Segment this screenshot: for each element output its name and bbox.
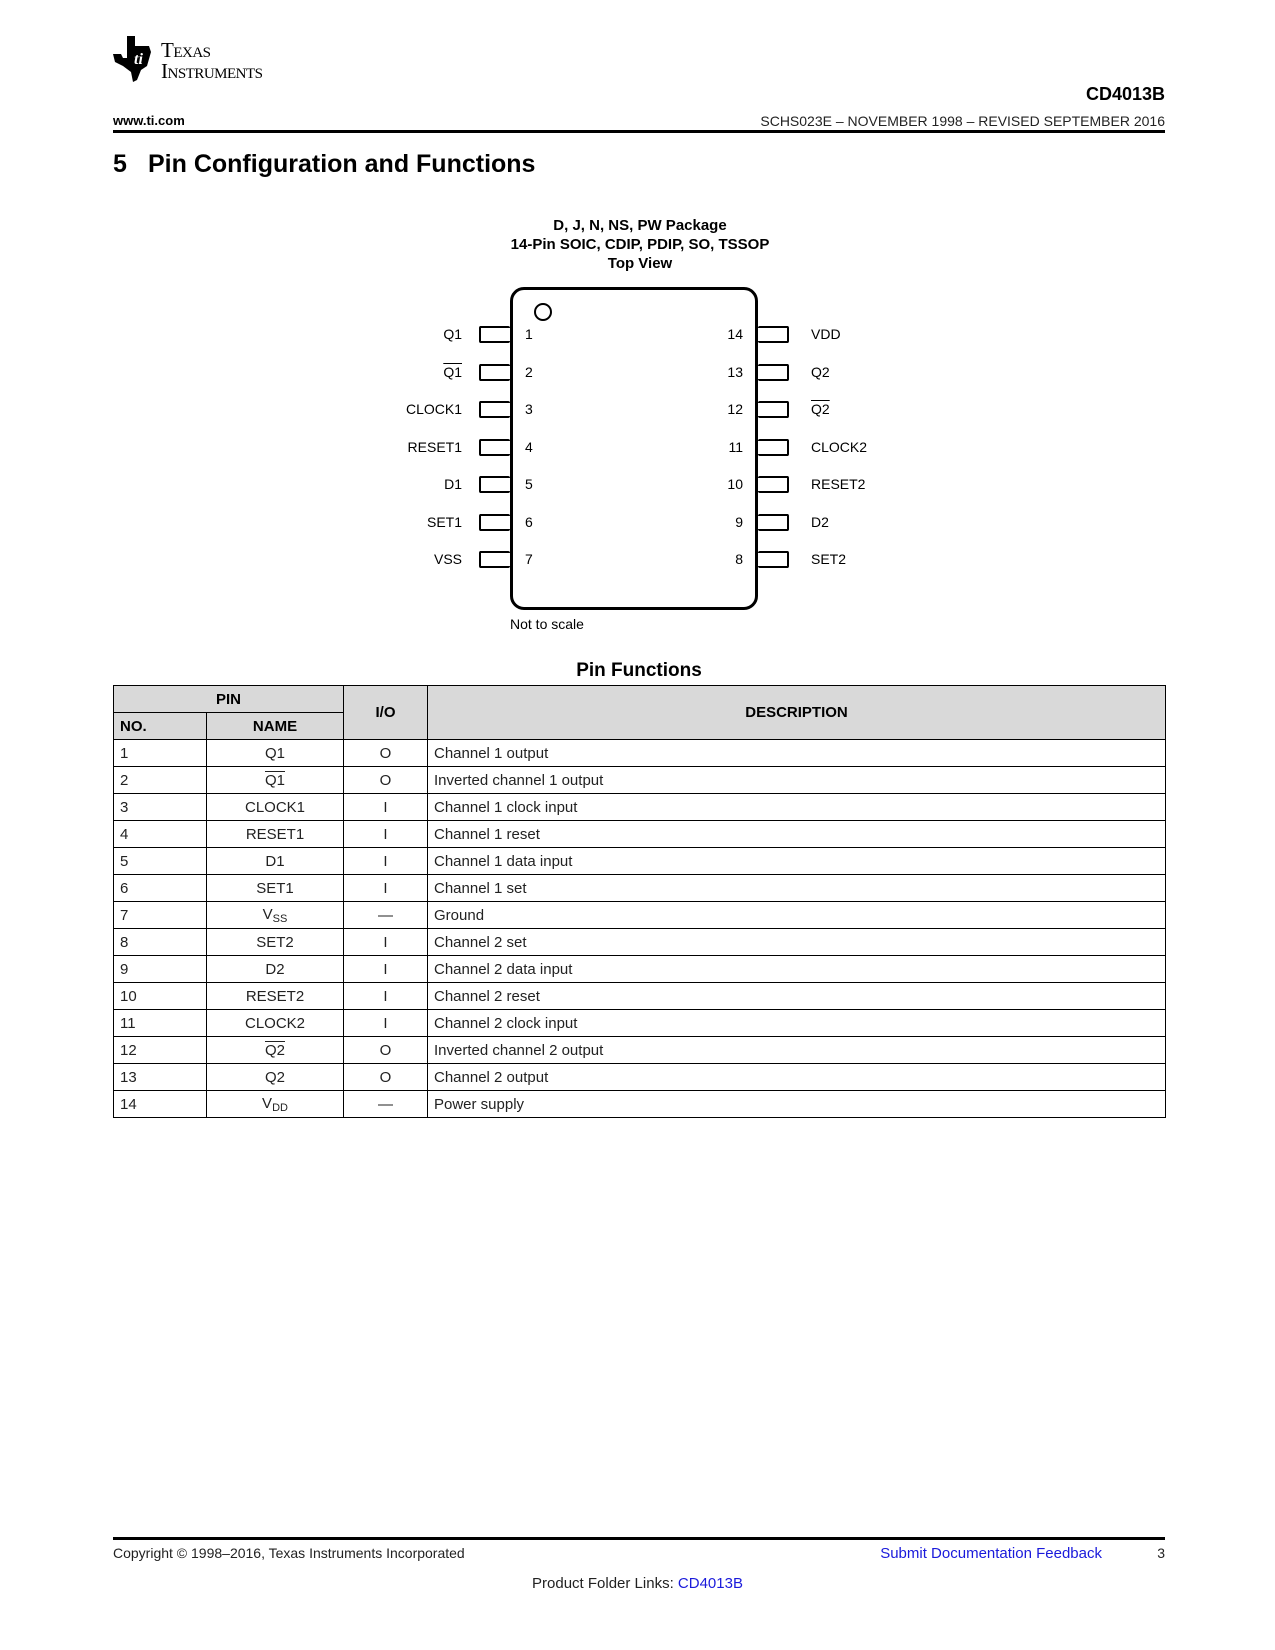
table-row [114,875,1166,902]
pin-no-cell: 2 [114,767,207,794]
io-cell: O [344,1037,428,1064]
pin-number: 3 [525,401,533,417]
description-cell: Channel 2 set [428,929,1166,956]
pin-label: CLOCK2 [811,438,868,455]
website-link[interactable]: www.ti.com [113,113,185,128]
table-row [114,794,1166,821]
description-cell: Ground [428,902,1166,929]
table-title: Pin Functions [576,660,702,681]
description-cell: Inverted channel 1 output [428,767,1166,794]
pin-label: Q2 [811,401,830,417]
pin-name: Q1 [264,744,285,762]
pin-name: D1 [265,852,285,870]
pin-name-cell [207,740,344,767]
pin-lead [479,476,510,493]
table-row [114,821,1166,848]
pin-name-cell [207,767,344,794]
io-cell: I [344,875,428,902]
pin-lead [479,401,510,418]
pin-no-cell: 7 [114,902,207,929]
io-cell: — [344,1091,428,1118]
pin-number: 6 [525,513,533,530]
io-cell: I [344,821,428,848]
pin-number: 1 [525,326,533,342]
pin-label: D2 [811,513,829,530]
pin-no-cell: 3 [114,794,207,821]
pin-number: 11 [728,438,743,455]
pin-lead [758,326,789,343]
table-row [114,1091,1166,1118]
pin-no-cell: 8 [114,929,207,956]
pin-no-cell: 14 [114,1091,207,1118]
chip-body [510,287,758,610]
pin-name: SET1 [256,879,294,897]
pin-label: Q1 [443,363,462,380]
ti-logo [113,36,313,86]
pin-name-cell [207,1064,344,1091]
pin-name-cell [207,1091,344,1118]
pin-name-cell [207,821,344,848]
pin-no-cell: 11 [114,1010,207,1037]
pin-lead [479,551,510,568]
description-cell: Channel 2 reset [428,983,1166,1010]
pin-label: CLOCK1 [405,401,462,417]
pin-label: VDD [811,326,841,342]
pin-name-cell [207,983,344,1010]
copyright: Copyright © 1998–2016, Texas Instruments Incorporated [113,1545,465,1561]
pin-name: CLOCK1 [244,798,306,816]
product-folder-link[interactable]: CD4013B [677,1575,743,1592]
description-cell: Channel 1 reset [428,821,1166,848]
pin-number: 4 [525,438,533,455]
pin-name: V [262,1094,273,1112]
table-row [114,767,1166,794]
pin-name: Q2 [264,1068,285,1086]
table-row [114,1010,1166,1037]
pin-lead [479,326,510,343]
page-number: 3 [1157,1545,1165,1561]
header-name: NAME [207,713,344,740]
product-folder-links [0,1575,1275,1592]
io-cell: — [344,902,428,929]
part-number: CD4013B [1085,84,1165,104]
pin-number: 7 [525,551,533,567]
pin-name-cell [207,902,344,929]
table-row [114,902,1166,929]
pin-label: SET1 [426,513,462,530]
io-cell: I [344,983,428,1010]
not-to-scale-note: Not to scale [510,616,584,632]
pin-no-cell: 9 [114,956,207,983]
logo-wordmark [161,40,263,82]
header-description: DESCRIPTION [428,686,1166,740]
pin-no-cell: 13 [114,1064,207,1091]
pin-number: 2 [525,363,533,380]
table-row [114,956,1166,983]
io-cell: O [344,767,428,794]
pin-name: SET2 [256,933,294,951]
io-cell: I [344,929,428,956]
product-folder-label: Product Folder Links: [532,1575,678,1592]
footer-rule [113,1537,1165,1540]
io-cell: I [344,794,428,821]
io-cell: O [344,1064,428,1091]
pin-lead [479,514,510,531]
pin-lead [479,364,510,381]
pin-label: Q2 [811,363,830,380]
description-cell: Channel 1 data input [428,848,1166,875]
pin-label: RESET1 [407,438,462,455]
table-row [114,983,1166,1010]
io-cell: I [344,848,428,875]
pin-name-cell [207,1010,344,1037]
pin-label: SET2 [811,551,847,567]
pin-lead [758,364,789,381]
pin-name: RESET1 [245,825,305,843]
revision-info: SCHS023E – NOVEMBER 1998 – REVISED SEPTEMBER 2016 [760,113,1165,129]
pin-lead [758,514,789,531]
pin-lead [758,551,789,568]
header-no: NO. [114,713,207,740]
pin-label: D1 [444,476,462,492]
pin-lead [758,439,789,456]
description-cell: Channel 2 clock input [428,1010,1166,1037]
description-cell: Power supply [428,1091,1166,1118]
pin-name: D2 [265,960,285,978]
pin-name: Q2 [264,1041,285,1059]
pin-name: RESET2 [245,987,305,1005]
table-row [114,740,1166,767]
pin-number: 5 [525,476,533,492]
pin-lead [758,476,789,493]
pin-name-cell [207,848,344,875]
svg-text:ti: ti [134,51,143,68]
io-cell: I [344,956,428,983]
pin-number: 12 [727,401,743,417]
description-cell: Channel 1 set [428,875,1166,902]
pin-number: 14 [727,326,743,342]
header-pin: PIN [114,686,344,713]
pin-lead [758,401,789,418]
ti-texas-state-icon [113,36,157,82]
table-row [114,929,1166,956]
section-heading [113,150,535,179]
pin-functions-table [113,685,1166,1118]
io-cell: I [344,1010,428,1037]
header-rule [113,130,1165,133]
description-cell: Inverted channel 2 output [428,1037,1166,1064]
pin-lead [479,439,510,456]
pin-number: 10 [727,476,743,492]
description-cell: Channel 2 data input [428,956,1166,983]
pin-name-cell [207,956,344,983]
package-title-line: 14-Pin SOIC, CDIP, PDIP, SO, TSSOP [510,236,770,253]
description-cell: Channel 1 output [428,740,1166,767]
pin-no-cell: 12 [114,1037,207,1064]
pin-name-subscript: SS [272,912,288,925]
pin-no-cell: 6 [114,875,207,902]
package-title [430,216,850,273]
pin-name-cell [207,875,344,902]
header-io: I/O [344,686,428,740]
table-row [114,1064,1166,1091]
package-title-line: Top View [607,255,673,272]
pin-no-cell: 1 [114,740,207,767]
package-title-line: D, J, N, NS, PW Package [553,217,727,234]
pin-name-cell [207,929,344,956]
pin-no-cell: 4 [114,821,207,848]
logo-line1: Texas [161,38,211,62]
pin-number: 8 [735,551,743,567]
table-row [114,1037,1166,1064]
pin-name: Q1 [264,771,285,789]
section-number: 5 [113,150,127,178]
description-cell: Channel 2 output [428,1064,1166,1091]
table-row [114,848,1166,875]
pin-name-cell [207,794,344,821]
description-cell: Channel 1 clock input [428,794,1166,821]
pin-name: CLOCK2 [244,1014,306,1032]
pin-number: 13 [727,363,743,380]
pin1-marker-icon [534,303,552,321]
pin-no-cell: 5 [114,848,207,875]
pin-label: RESET2 [811,476,866,492]
pin-label: Q1 [443,326,462,342]
submit-feedback-link[interactable]: Submit Documentation Feedback [880,1545,1102,1562]
pin-label: VSS [433,551,462,567]
pin-no-cell: 10 [114,983,207,1010]
pin-number: 9 [735,513,743,530]
pin-name-cell [207,1037,344,1064]
pin-name: V [262,905,273,923]
section-title: Pin Configuration and Functions [148,150,536,178]
logo-line2: Instruments [161,59,263,83]
io-cell: O [344,740,428,767]
pin-name-subscript: DD [272,1101,288,1114]
